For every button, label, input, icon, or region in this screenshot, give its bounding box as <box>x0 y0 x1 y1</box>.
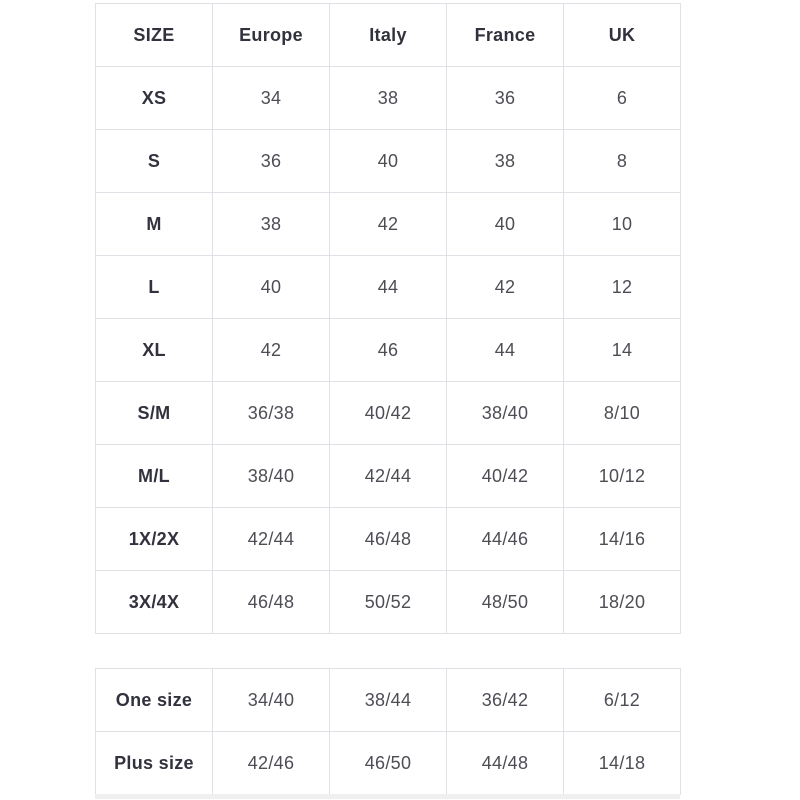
size-label: L <box>96 256 213 319</box>
value-cell: 8 <box>564 130 681 193</box>
value-cell: 40 <box>213 256 330 319</box>
size-label: M/L <box>96 445 213 508</box>
value-cell: 42 <box>447 256 564 319</box>
table-row <box>96 732 681 795</box>
value-cell: 44/48 <box>447 732 564 795</box>
size-label: M <box>96 193 213 256</box>
value-cell: 38 <box>213 193 330 256</box>
header-cell-europe: Europe <box>213 4 330 67</box>
bottom-edge-strip <box>95 794 680 799</box>
header-cell-size: SIZE <box>96 4 213 67</box>
size-chart-section <box>95 3 681 795</box>
value-cell: 6/12 <box>564 669 681 732</box>
value-cell: 46/48 <box>213 571 330 634</box>
value-cell: 38/40 <box>447 382 564 445</box>
value-cell: 42 <box>213 319 330 382</box>
value-cell: 40/42 <box>330 382 447 445</box>
value-cell: 18/20 <box>564 571 681 634</box>
table-row <box>96 445 681 508</box>
value-cell: 38 <box>447 130 564 193</box>
value-cell: 36 <box>213 130 330 193</box>
size-label: S/M <box>96 382 213 445</box>
header-cell-france: France <box>447 4 564 67</box>
value-cell: 36 <box>447 67 564 130</box>
value-cell: 14/18 <box>564 732 681 795</box>
value-cell: 10/12 <box>564 445 681 508</box>
value-cell: 14/16 <box>564 508 681 571</box>
value-cell: 10 <box>564 193 681 256</box>
value-cell: 12 <box>564 256 681 319</box>
size-label: Plus size <box>96 732 213 795</box>
special-sizes-table <box>95 668 681 795</box>
size-label: XS <box>96 67 213 130</box>
value-cell: 40 <box>447 193 564 256</box>
size-conversion-table <box>95 3 681 634</box>
table-row <box>96 669 681 732</box>
value-cell: 44/46 <box>447 508 564 571</box>
size-label: XL <box>96 319 213 382</box>
value-cell: 36/42 <box>447 669 564 732</box>
value-cell: 46 <box>330 319 447 382</box>
value-cell: 50/52 <box>330 571 447 634</box>
size-label: 3X/4X <box>96 571 213 634</box>
value-cell: 8/10 <box>564 382 681 445</box>
table-row <box>96 508 681 571</box>
value-cell: 36/38 <box>213 382 330 445</box>
table-row <box>96 193 681 256</box>
value-cell: 44 <box>447 319 564 382</box>
table-row <box>96 571 681 634</box>
size-label: S <box>96 130 213 193</box>
value-cell: 42/46 <box>213 732 330 795</box>
value-cell: 34/40 <box>213 669 330 732</box>
value-cell: 48/50 <box>447 571 564 634</box>
value-cell: 44 <box>330 256 447 319</box>
value-cell: 38/40 <box>213 445 330 508</box>
value-cell: 34 <box>213 67 330 130</box>
header-cell-italy: Italy <box>330 4 447 67</box>
value-cell: 42/44 <box>330 445 447 508</box>
table-row <box>96 382 681 445</box>
table-row <box>96 67 681 130</box>
value-cell: 42/44 <box>213 508 330 571</box>
value-cell: 40/42 <box>447 445 564 508</box>
value-cell: 46/48 <box>330 508 447 571</box>
value-cell: 38/44 <box>330 669 447 732</box>
header-cell-uk: UK <box>564 4 681 67</box>
table-row <box>96 256 681 319</box>
value-cell: 38 <box>330 67 447 130</box>
size-label: 1X/2X <box>96 508 213 571</box>
table-row <box>96 130 681 193</box>
table-row <box>96 319 681 382</box>
value-cell: 40 <box>330 130 447 193</box>
value-cell: 6 <box>564 67 681 130</box>
header-row <box>96 4 681 67</box>
value-cell: 46/50 <box>330 732 447 795</box>
size-label: One size <box>96 669 213 732</box>
value-cell: 42 <box>330 193 447 256</box>
value-cell: 14 <box>564 319 681 382</box>
